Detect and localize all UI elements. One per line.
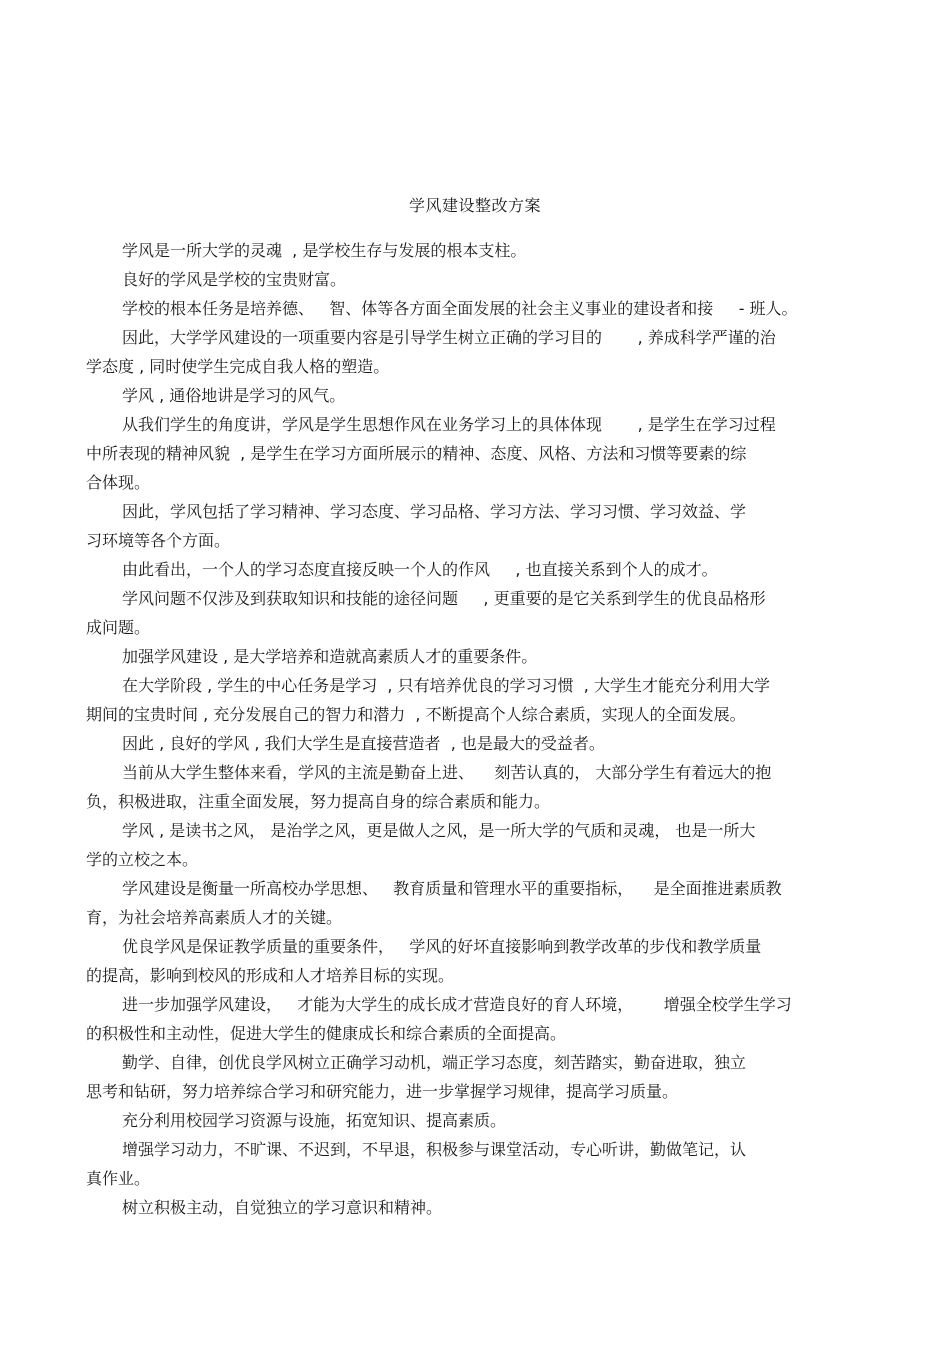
text-line: 真作业。 — [86, 1169, 151, 1188]
text-line: 学态度 , 同时使学生完成自我人格的塑造。 — [86, 357, 390, 376]
text-line: 因此，学风包括了学习精神、学习态度、学习品格、学习方法、学习习惯、学习效益、学 — [122, 502, 747, 521]
text-line: 期间的宝贵时间 , 充分发展自己的智力和潜力 , 不断提高个人综合素质，实现人的全面发展。 — [86, 705, 746, 724]
text-line: 学的立校之本。 — [86, 850, 199, 869]
text-line: 中所表现的精神风貌 , 是学生在学习方面所展示的精神、态度、风格、方法和习惯等要素的综 — [86, 444, 747, 463]
text-line: 勤学、自律，创优良学风树立正确学习动机，端正学习态度，刻苦踏实，勤奋进取，独立 — [122, 1053, 747, 1072]
text-line: 习环境等各个方面。 — [86, 531, 231, 550]
document-body — [86, 236, 858, 1222]
text-line: 良好的学风是学校的宝贵财富。 — [122, 270, 347, 289]
text-line: 负，积极进取，注重全面发展，努力提高自身的综合素质和能力。 — [86, 792, 551, 811]
text-line: 学风 , 是读书之风， 是治学之风，更是做人之风，是一所大学的气质和灵魂， 也是一所大 — [122, 821, 756, 840]
text-line: 增强学习动力，不旷课、不迟到，不早退，积极参与课堂活动，专心听讲，勤做笔记，认 — [122, 1140, 747, 1159]
text-line: 充分利用校园学习资源与设施，拓宽知识、提高素质。 — [122, 1111, 507, 1130]
text-line: 优良学风是保证教学质量的重要条件， 学风的好坏直接影响到教学改革的步伐和教学质量 — [122, 937, 762, 956]
text-line: 从我们学生的角度讲，学风是学生思想作风在业务学习上的具体体现 , 是学生在学习过程 — [122, 415, 776, 434]
text-line: 成问题。 — [86, 618, 151, 637]
text-line: 合体现。 — [86, 473, 151, 492]
text-line: 由此看出，一个人的学习态度直接反映一个人的作风 , 也直接关系到个人的成才。 — [122, 560, 718, 579]
text-line: 学风 , 通俗地讲是学习的风气。 — [122, 386, 346, 405]
text-line: 的提高，影响到校风的形成和人才培养目标的实现。 — [86, 966, 455, 985]
text-line: 当前从大学生整体来看，学风的主流是勤奋上进、 刻苦认真的， 大部分学生有着远大的抱 — [122, 763, 772, 782]
text-line: 在大学阶段 , 学生的中心任务是学习 , 只有培养优良的学习习惯 , 大学生才能充分利用大学 — [122, 676, 770, 695]
text-line: 加强学风建设 , 是大学培养和造就高素质人才的重要条件。 — [122, 647, 538, 666]
text-line: 思考和钻研，努力培养综合学习和研究能力，进一步掌握学习规律，提高学习质量。 — [86, 1082, 679, 1101]
document-title: 学风建设整改方案 — [408, 196, 541, 215]
text-line: 学风建设是衡量一所高校办学思想、 教育质量和管理水平的重要指标， 是全面推进素质教 — [122, 879, 782, 898]
text-line: 进一步加强学风建设， 才能为大学生的成长成才营造良好的育人环境， 增强全校学生学习 — [122, 995, 792, 1014]
text-line: 的积极性和主动性，促进大学生的健康成长和综合素质的全面提高。 — [86, 1024, 567, 1043]
text-line: 学校的根本任务是培养德、 智、体等各方面全面发展的社会主义事业的建设者和接 - 班人。 — [122, 299, 798, 318]
text-line: 树立积极主动，自觉独立的学习意识和精神。 — [122, 1198, 443, 1217]
text-line: 因此 , 良好的学风 , 我们大学生是直接营造者 , 也是最大的受益者。 — [122, 734, 605, 753]
text-line: 育，为社会培养高素质人才的关键。 — [86, 908, 343, 927]
text-line: 因此，大学学风建设的一项重要内容是引导学生树立正确的学习目的 , 养成科学严谨的治 — [122, 328, 776, 347]
text-line: 学风问题不仅涉及到获取知识和技能的途径问题 , 更重要的是它关系到学生的优良品格形 — [122, 589, 766, 608]
text-line: 学风是一所大学的灵魂 , 是学校生存与发展的根本支柱。 — [122, 241, 527, 260]
